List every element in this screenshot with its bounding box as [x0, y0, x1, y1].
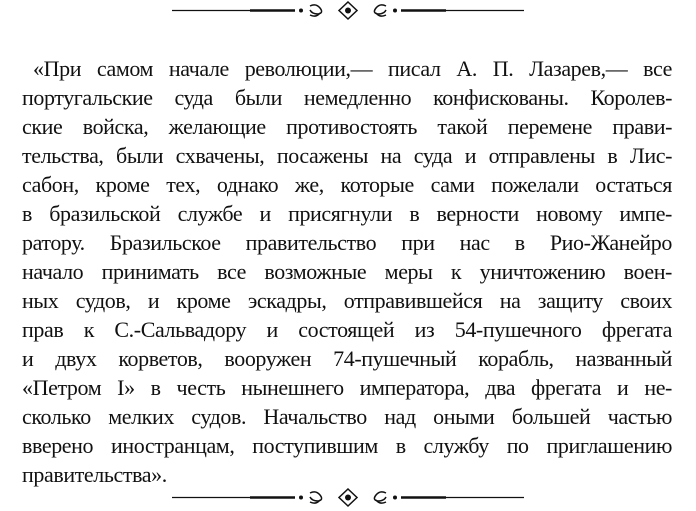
text-line: сколько мелких судов. Начальство над оными большей частью: [22, 404, 672, 429]
text-line: прав к С.-Сальвадору и состоящей из 54-пушечного фрегата: [22, 317, 672, 342]
text-line: в бразильской службе и присягнули в верности новому импе-: [22, 201, 672, 226]
text-line: и двух корветов, вооружен 74-пушечный корабль, названный: [22, 346, 672, 371]
quote-paragraph: [22, 54, 672, 489]
text-line: португальские суда были немедленно конфискованы. Королев-: [22, 85, 672, 110]
text-line: тельства, были схвачены, посажены на суда и отправлены в Лис-: [22, 143, 672, 168]
text-line: правительства».: [22, 462, 167, 487]
text-line: «Петром I» в честь нынешнего императора, два фрегата и не-: [22, 375, 672, 400]
text-line: ных судов, и кроме эскадры, отправившейся на защиту своих: [22, 288, 672, 313]
text-line: ские войска, желающие противостоять такой перемене прави-: [22, 114, 672, 139]
ornamental-divider-bottom: [170, 488, 526, 508]
text-line: сабон, кроме тех, однако же, которые сами пожелали остаться: [22, 172, 672, 197]
text-line: ратору. Бразильское правительство при нас в Рио-Жанейро: [22, 230, 672, 255]
text-line: «При самом начале революции,— писал А. П. Лазарев,— все: [33, 56, 672, 81]
text-line: вверено иностранцам, поступившим в службу по приглашению: [22, 433, 672, 458]
ornamental-divider-top: [170, 1, 526, 21]
text-line: начало принимать все возможные меры к уничтожению воен-: [22, 259, 672, 284]
